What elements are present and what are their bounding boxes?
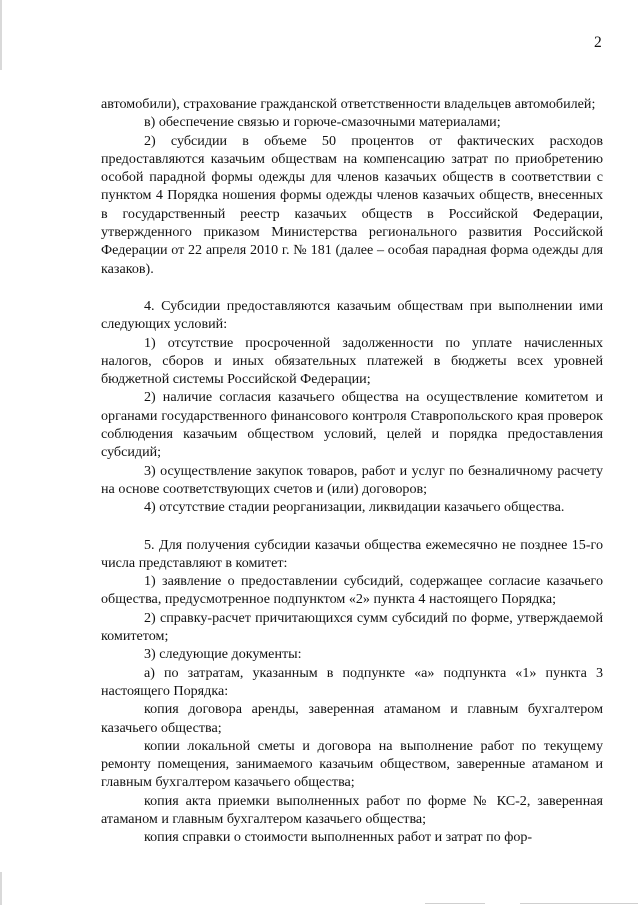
paragraph-gap [101, 517, 603, 536]
paragraph: 1) заявление о предоставлении субсидий, содержащее согласие казачьего общества, предусмотренное подпунктом «2» пункта 4 настоящего Порядка; [101, 573, 603, 608]
paragraph: в) обеспечение связью и горюче-смазочными материалами; [144, 114, 501, 131]
document-body [101, 95, 603, 847]
left-edge-mark-bottom [0, 872, 2, 905]
paragraph: 4. Субсидии предоставляются казачьим обществам при выполнении ими следующих условий: [101, 297, 603, 333]
paragraph: копии локальной сметы и договора на выполнение работ по текущему ремонту помещения, занимаемого казачьим обществом, заверенные атаманом и главным бухгалтером казачьего общества; [101, 737, 603, 791]
bottom-scan-line-right [520, 903, 638, 904]
paragraph: 5. Для получения субсидии казачьи общества ежемесячно не позднее 15-го числа представляют в комитет: [101, 536, 603, 571]
paragraph: 2) справку-расчет причитающихся сумм субсидий по форме, утверждаемой комитетом; [101, 609, 603, 645]
paragraph: 3) следующие документы: [144, 646, 302, 663]
paragraph: автомобили), страхование гражданской ответственности владельцев автомобилей; [101, 96, 596, 112]
paragraph: копия договора аренды, заверенная атаманом и главным бухгалтером казачьего общества; [101, 701, 603, 736]
paragraph: 1) отсутствие просроченной задолженности по уплате начисленных налогов, сборов и иных обязательных платежей в бюджеты всех уровней бюджетной системы Российской Федерации; [101, 334, 603, 388]
paragraph: 2) субсидии в объеме 50 процентов от фактических расходов предоставляются казачьим обществам на компенсацию затрат по приобретению особой парадной формы одежды для членов казачьих обществ в соответствии с пунктом 4 Порядка ношения формы одежды членов казачьих обществ, внесенных в государственный реестр казачьих обществ в Российской Федерации, утвержденного приказом Министерства регионального развития Российской Федерации от 22 апреля 2010 г. № 181 (далее – особая парадная форма одежды для казаков). [101, 132, 603, 277]
page-number: 2 [594, 34, 602, 51]
paragraph: 4) отсутствие стадии реорганизации, ликвидации казачьего общества. [144, 499, 565, 516]
paragraph: а) по затратам, указанным в подпункте «а» подпункта «1» пункта 3 настоящего Порядка: [101, 664, 603, 699]
paragraph-gap [101, 278, 603, 297]
paragraph: 3) осуществление закупок товаров, работ и услуг по безналичному расчету на основе соответствующих счетов и (или) договоров; [101, 462, 603, 497]
left-edge-mark-top [0, 0, 2, 70]
paragraph: 2) наличие согласия казачьего общества на осуществление комитетом и органами государственного финансового контроля Ставропольского края проверок соблюдения казачьим обществом условий, целей и порядка предоставления субсидий; [101, 389, 603, 461]
paragraph: копия акта приемки выполненных работ по форме № КС-2, заверенная атаманом и главным бухгалтером казачьего общества; [101, 792, 603, 827]
bottom-scan-line-left [425, 903, 485, 904]
paragraph: копия справки о стоимости выполненных работ и затрат по фор- [144, 829, 533, 846]
